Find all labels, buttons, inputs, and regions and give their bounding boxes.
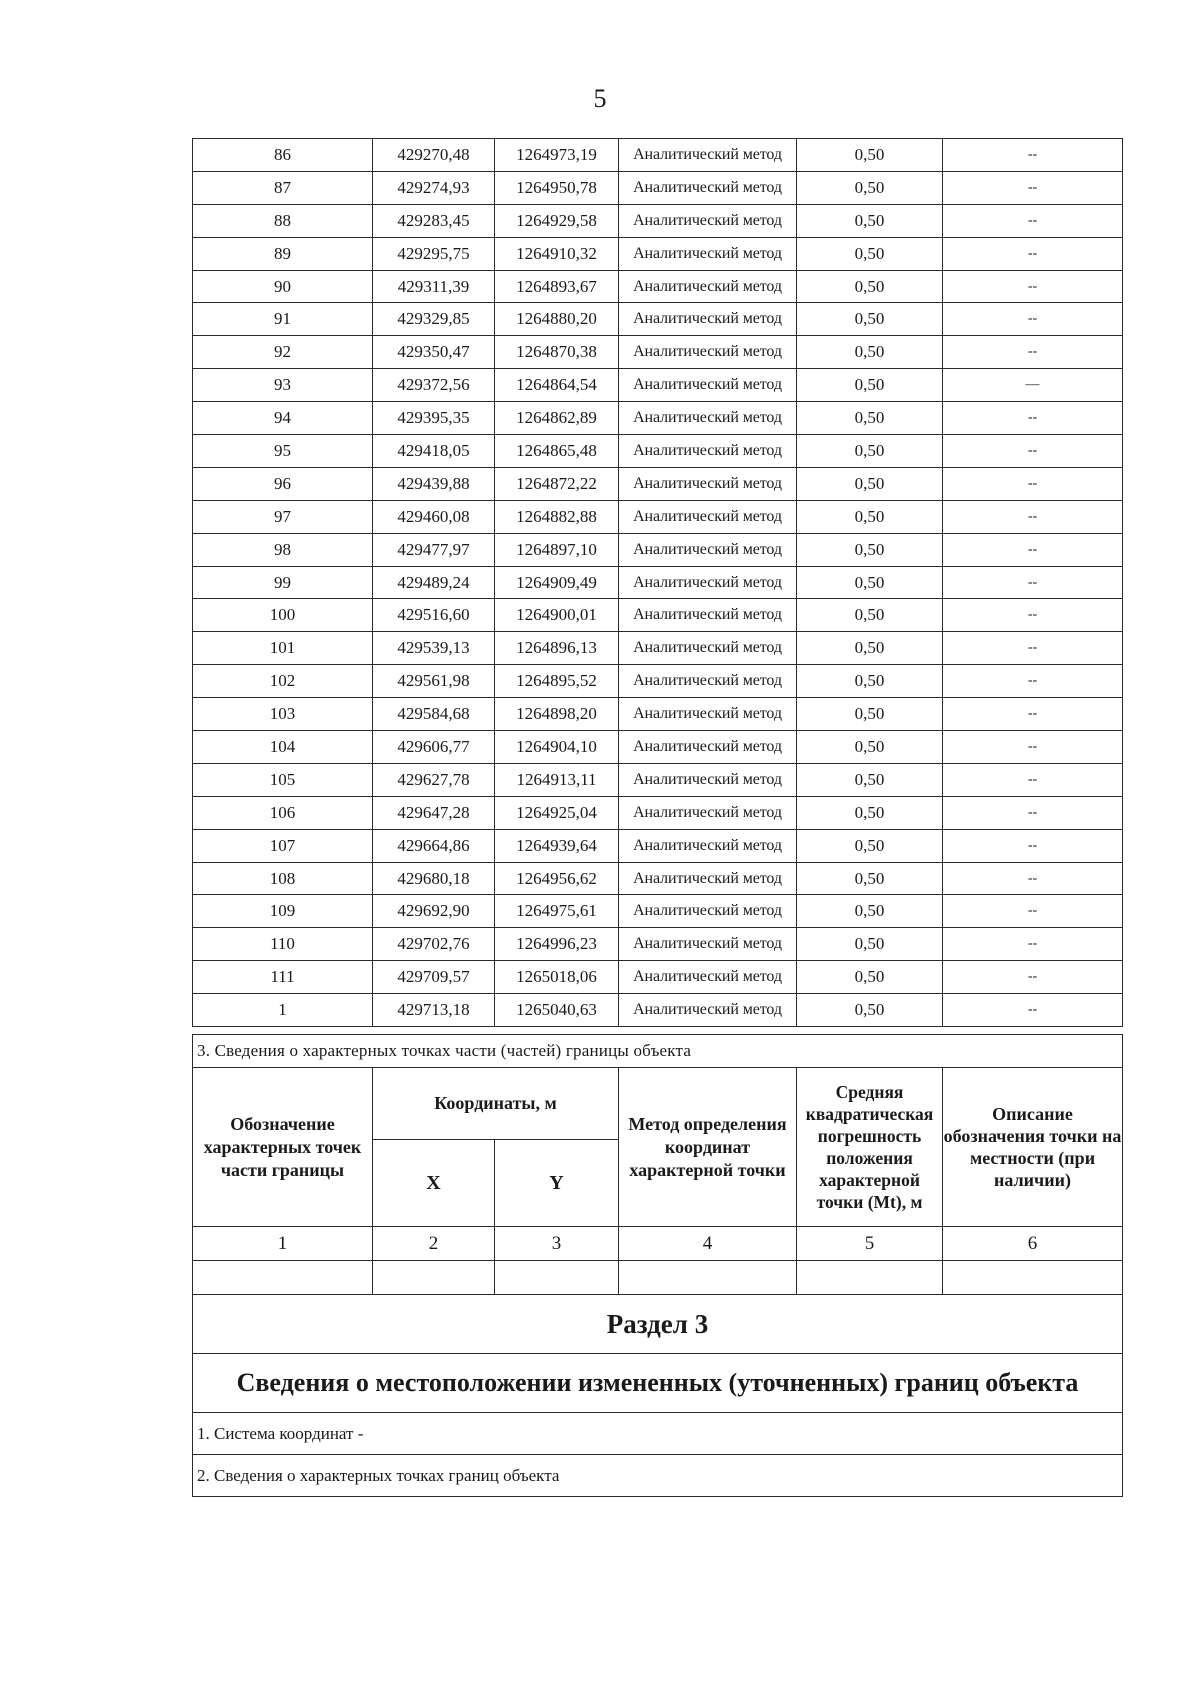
- point-cell: 86: [193, 139, 373, 172]
- desc-cell: --: [943, 862, 1123, 895]
- mt-cell: 0,50: [797, 599, 943, 632]
- point-cell: 107: [193, 829, 373, 862]
- y-cell: 1264925,04: [495, 796, 619, 829]
- mt-cell: 0,50: [797, 566, 943, 599]
- table-row: [193, 270, 1123, 303]
- method-cell: Аналитический метод: [619, 829, 797, 862]
- table-row: [193, 763, 1123, 796]
- desc-cell: --: [943, 533, 1123, 566]
- mt-cell: 0,50: [797, 467, 943, 500]
- desc-cell: --: [943, 566, 1123, 599]
- x-cell: 429439,88: [373, 467, 495, 500]
- method-cell: Аналитический метод: [619, 336, 797, 369]
- mt-cell: 0,50: [797, 303, 943, 336]
- desc-cell: --: [943, 204, 1123, 237]
- points-info-line: 2. Сведения о характерных точках границ объекта: [193, 1455, 1123, 1497]
- method-cell: Аналитический метод: [619, 599, 797, 632]
- mt-cell: 0,50: [797, 500, 943, 533]
- mt-cell: 0,50: [797, 435, 943, 468]
- x-cell: 429516,60: [373, 599, 495, 632]
- point-cell: 101: [193, 632, 373, 665]
- table-row: [193, 237, 1123, 270]
- method-cell: Аналитический метод: [619, 171, 797, 204]
- y-cell: 1264898,20: [495, 698, 619, 731]
- table-row: [193, 435, 1123, 468]
- x-cell: 429372,56: [373, 369, 495, 402]
- mt-cell: 0,50: [797, 533, 943, 566]
- point-cell: 87: [193, 171, 373, 204]
- mt-cell: 0,50: [797, 665, 943, 698]
- mt-cell: 0,50: [797, 731, 943, 764]
- x-cell: 429584,68: [373, 698, 495, 731]
- y-cell: 1264896,13: [495, 632, 619, 665]
- y-cell: 1264904,10: [495, 731, 619, 764]
- mt-cell: 0,50: [797, 698, 943, 731]
- mt-cell: 0,50: [797, 763, 943, 796]
- mt-cell: 0,50: [797, 928, 943, 961]
- method-cell: Аналитический метод: [619, 566, 797, 599]
- y-cell: 1264870,38: [495, 336, 619, 369]
- method-cell: Аналитический метод: [619, 731, 797, 764]
- method-cell: Аналитический метод: [619, 369, 797, 402]
- table-row: [193, 369, 1123, 402]
- mt-cell: 0,50: [797, 369, 943, 402]
- mt-cell: 0,50: [797, 336, 943, 369]
- table-row: [193, 139, 1123, 172]
- y-cell: 1264865,48: [495, 435, 619, 468]
- y-cell: 1264910,32: [495, 237, 619, 270]
- column-number: 5: [797, 1227, 943, 1261]
- x-cell: 429418,05: [373, 435, 495, 468]
- table-row: [193, 829, 1123, 862]
- table-row: [193, 599, 1123, 632]
- razdel-title: Раздел 3: [193, 1295, 1123, 1354]
- point-cell: 97: [193, 500, 373, 533]
- method-cell: Аналитический метод: [619, 665, 797, 698]
- y-cell: 1264893,67: [495, 270, 619, 303]
- desc-cell: --: [943, 731, 1123, 764]
- table-row: [193, 862, 1123, 895]
- desc-cell: --: [943, 961, 1123, 994]
- method-cell: Аналитический метод: [619, 237, 797, 270]
- table-row: [193, 731, 1123, 764]
- mt-cell: 0,50: [797, 895, 943, 928]
- mt-cell: 0,50: [797, 994, 943, 1027]
- table-row: [193, 533, 1123, 566]
- point-cell: 96: [193, 467, 373, 500]
- y-cell: 1264882,88: [495, 500, 619, 533]
- method-cell: Аналитический метод: [619, 435, 797, 468]
- desc-cell: --: [943, 171, 1123, 204]
- x-cell: 429460,08: [373, 500, 495, 533]
- empty-cell: [943, 1261, 1123, 1295]
- y-cell: 1264895,52: [495, 665, 619, 698]
- empty-cell: [619, 1261, 797, 1295]
- x-cell: 429664,86: [373, 829, 495, 862]
- point-cell: 106: [193, 796, 373, 829]
- mt-cell: 0,50: [797, 632, 943, 665]
- desc-cell: --: [943, 402, 1123, 435]
- header-y: Y: [495, 1140, 619, 1227]
- point-cell: 100: [193, 599, 373, 632]
- header-designation: Обозначение характерных точек части границы: [193, 1068, 373, 1227]
- point-cell: 103: [193, 698, 373, 731]
- mt-cell: 0,50: [797, 961, 943, 994]
- table-row: [193, 402, 1123, 435]
- desc-cell: --: [943, 796, 1123, 829]
- x-cell: 429647,28: [373, 796, 495, 829]
- method-cell: Аналитический метод: [619, 270, 797, 303]
- y-cell: 1264939,64: [495, 829, 619, 862]
- method-cell: Аналитический метод: [619, 698, 797, 731]
- x-cell: 429295,75: [373, 237, 495, 270]
- y-cell: 1264900,01: [495, 599, 619, 632]
- x-cell: 429702,76: [373, 928, 495, 961]
- x-cell: 429606,77: [373, 731, 495, 764]
- mt-cell: 0,50: [797, 796, 943, 829]
- y-cell: 1264880,20: [495, 303, 619, 336]
- method-cell: Аналитический метод: [619, 928, 797, 961]
- method-cell: Аналитический метод: [619, 895, 797, 928]
- table-row: [193, 171, 1123, 204]
- header-description: Описание обозначения точки на местности (при наличии): [943, 1068, 1123, 1227]
- point-cell: 92: [193, 336, 373, 369]
- point-cell: 88: [193, 204, 373, 237]
- desc-cell: --: [943, 303, 1123, 336]
- method-cell: Аналитический метод: [619, 994, 797, 1027]
- method-cell: Аналитический метод: [619, 139, 797, 172]
- desc-cell: --: [943, 237, 1123, 270]
- y-cell: 1264996,23: [495, 928, 619, 961]
- table-row: [193, 632, 1123, 665]
- desc-cell: --: [943, 632, 1123, 665]
- desc-cell: --: [943, 336, 1123, 369]
- x-cell: 429627,78: [373, 763, 495, 796]
- method-cell: Аналитический метод: [619, 303, 797, 336]
- table-row: [193, 698, 1123, 731]
- y-cell: 1264913,11: [495, 763, 619, 796]
- x-cell: 429680,18: [373, 862, 495, 895]
- desc-cell: --: [943, 698, 1123, 731]
- table-row: [193, 796, 1123, 829]
- method-cell: Аналитический метод: [619, 467, 797, 500]
- empty-cell: [495, 1261, 619, 1295]
- x-cell: 429270,48: [373, 139, 495, 172]
- method-cell: Аналитический метод: [619, 402, 797, 435]
- x-cell: 429692,90: [373, 895, 495, 928]
- y-cell: 1264872,22: [495, 467, 619, 500]
- table-row: [193, 303, 1123, 336]
- header-coordinates: Координаты, м: [373, 1068, 619, 1140]
- desc-cell: --: [943, 895, 1123, 928]
- method-cell: Аналитический метод: [619, 862, 797, 895]
- empty-cell: [193, 1261, 373, 1295]
- point-cell: 90: [193, 270, 373, 303]
- desc-cell: --: [943, 435, 1123, 468]
- coordinates-table: [192, 138, 1123, 1027]
- x-cell: 429713,18: [373, 994, 495, 1027]
- mt-cell: 0,50: [797, 171, 943, 204]
- x-cell: 429709,57: [373, 961, 495, 994]
- desc-cell: --: [943, 994, 1123, 1027]
- desc-cell: --: [943, 665, 1123, 698]
- y-cell: 1264975,61: [495, 895, 619, 928]
- mt-cell: 0,50: [797, 862, 943, 895]
- empty-row: [193, 1261, 1123, 1295]
- point-cell: 89: [193, 237, 373, 270]
- header-error: Средняя квадратическая погрешность положения характерной точки (Mt), м: [797, 1068, 943, 1227]
- desc-cell: --: [943, 270, 1123, 303]
- desc-cell: --: [943, 928, 1123, 961]
- desc-cell: --: [943, 763, 1123, 796]
- y-cell: 1265040,63: [495, 994, 619, 1027]
- point-cell: 1: [193, 994, 373, 1027]
- point-cell: 98: [193, 533, 373, 566]
- header-x: X: [373, 1140, 495, 1227]
- table-row: [193, 566, 1123, 599]
- x-cell: 429539,13: [373, 632, 495, 665]
- y-cell: 1265018,06: [495, 961, 619, 994]
- part-boundary-table: [192, 1034, 1123, 1497]
- y-cell: 1264862,89: [495, 402, 619, 435]
- point-cell: 110: [193, 928, 373, 961]
- empty-cell: [373, 1261, 495, 1295]
- header-method: Метод определения координат характерной точки: [619, 1068, 797, 1227]
- mt-cell: 0,50: [797, 139, 943, 172]
- x-cell: 429561,98: [373, 665, 495, 698]
- point-cell: 109: [193, 895, 373, 928]
- mt-cell: 0,50: [797, 237, 943, 270]
- column-number: 4: [619, 1227, 797, 1261]
- table-row: [193, 961, 1123, 994]
- desc-cell: --: [943, 829, 1123, 862]
- x-cell: 429274,93: [373, 171, 495, 204]
- desc-cell: --: [943, 500, 1123, 533]
- column-number: 3: [495, 1227, 619, 1261]
- method-cell: Аналитический метод: [619, 961, 797, 994]
- mt-cell: 0,50: [797, 204, 943, 237]
- point-cell: 95: [193, 435, 373, 468]
- table-row: [193, 994, 1123, 1027]
- y-cell: 1264897,10: [495, 533, 619, 566]
- table-row: [193, 336, 1123, 369]
- x-cell: 429350,47: [373, 336, 495, 369]
- desc-cell: --: [943, 599, 1123, 632]
- coord-system-line: 1. Система координат -: [193, 1413, 1123, 1455]
- method-cell: Аналитический метод: [619, 500, 797, 533]
- razdel-subtitle: Сведения о местоположении измененных (уточненных) границ объекта: [193, 1354, 1123, 1413]
- part-section-title: 3. Сведения о характерных точках части (частей) границы объекта: [193, 1035, 1123, 1068]
- y-cell: 1264973,19: [495, 139, 619, 172]
- table-row: [193, 204, 1123, 237]
- mt-cell: 0,50: [797, 402, 943, 435]
- table-row: [193, 928, 1123, 961]
- table-row: [193, 895, 1123, 928]
- method-cell: Аналитический метод: [619, 204, 797, 237]
- column-number: 1: [193, 1227, 373, 1261]
- point-cell: 105: [193, 763, 373, 796]
- method-cell: Аналитический метод: [619, 763, 797, 796]
- method-cell: Аналитический метод: [619, 796, 797, 829]
- y-cell: 1264956,62: [495, 862, 619, 895]
- desc-cell: --: [943, 467, 1123, 500]
- point-cell: 93: [193, 369, 373, 402]
- x-cell: 429329,85: [373, 303, 495, 336]
- x-cell: 429489,24: [373, 566, 495, 599]
- point-cell: 102: [193, 665, 373, 698]
- x-cell: 429283,45: [373, 204, 495, 237]
- mt-cell: 0,50: [797, 270, 943, 303]
- point-cell: 111: [193, 961, 373, 994]
- point-cell: 99: [193, 566, 373, 599]
- x-cell: 429311,39: [373, 270, 495, 303]
- point-cell: 104: [193, 731, 373, 764]
- desc-cell: —: [943, 369, 1123, 402]
- x-cell: 429395,35: [373, 402, 495, 435]
- desc-cell: --: [943, 139, 1123, 172]
- y-cell: 1264864,54: [495, 369, 619, 402]
- table-row: [193, 467, 1123, 500]
- y-cell: 1264929,58: [495, 204, 619, 237]
- column-number: 2: [373, 1227, 495, 1261]
- table-row: [193, 665, 1123, 698]
- mt-cell: 0,50: [797, 829, 943, 862]
- page-number: 5: [593, 84, 607, 113]
- point-cell: 108: [193, 862, 373, 895]
- column-number: 6: [943, 1227, 1123, 1261]
- point-cell: 94: [193, 402, 373, 435]
- y-cell: 1264909,49: [495, 566, 619, 599]
- table-row: [193, 500, 1123, 533]
- method-cell: Аналитический метод: [619, 632, 797, 665]
- y-cell: 1264950,78: [495, 171, 619, 204]
- empty-cell: [797, 1261, 943, 1295]
- point-cell: 91: [193, 303, 373, 336]
- method-cell: Аналитический метод: [619, 533, 797, 566]
- x-cell: 429477,97: [373, 533, 495, 566]
